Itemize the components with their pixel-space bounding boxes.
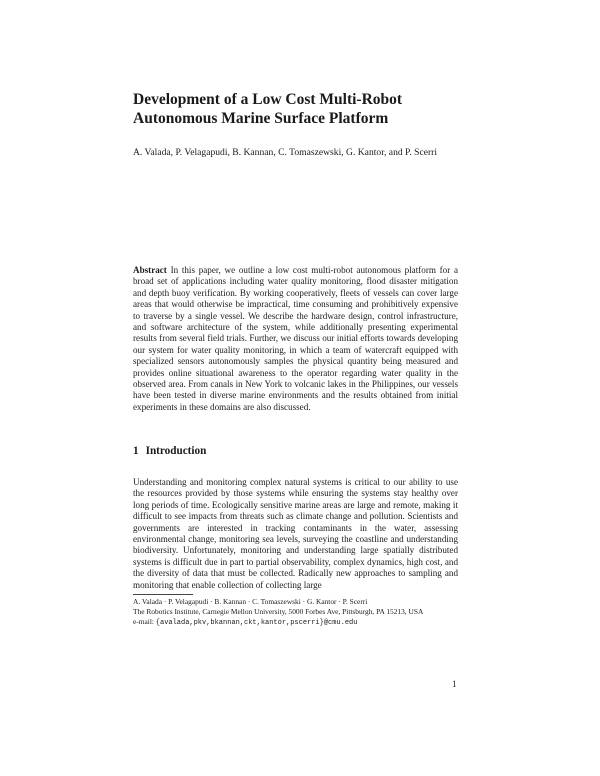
paper-title	[133, 90, 493, 128]
footnote-affiliation: The Robotics Institute, Carnegie Mellon University, 5000 Forbes Ave, Pittsburgh, PA 15213, USA	[133, 607, 424, 616]
abstract	[133, 265, 458, 413]
footnote-rule	[133, 594, 193, 595]
section-title: Introduction	[145, 445, 207, 457]
footnote-email-line	[133, 617, 463, 628]
section-heading-introduction	[133, 444, 206, 458]
abstract-text: In this paper, we outline a low cost multi-robot autonomous platform for a broad set of applications including water quality monitoring, flood disaster mitigation and depth buoy verification. By working cooperatively, fleets of vessels can cover large areas that would otherwise be impractical, time consuming and prohibitively expensive to traverse by a single vessel. We describe the hardware design, control infrastructure, and software architecture of the system, while additionally presenting experimental results from several field trials. Further, we discuss our initial efforts towards developing our system for water quality monitoring, in which a team of watercraft equipped with specialized sensors autonomously samples the physical quantity being measured and provides online situational awareness to the operator regarding water quality in the observed area. From canals in New York to volcanic lakes in the Philippines, our vessels have been tested in diverse marine environments and the results obtained from initial experiments in these domains are also discussed.	[133, 265, 458, 412]
footnote-authors: A. Valada · P. Velagapudi · B. Kannan · C. Tomaszewski · G. Kantor · P. Scerri	[133, 597, 368, 606]
footnote-email-label: e-mail:	[133, 617, 154, 626]
author-list: A. Valada, P. Velagapudi, B. Kannan, C. Tomaszewski, G. Kantor, and P. Scerri	[133, 147, 438, 158]
author-footnote	[133, 597, 463, 628]
introduction-paragraph: Understanding and monitoring complex natural systems is critical to our ability to use the resources provided by those systems while ensuring the systems stay healthy over long periods of time. Ecologically sensitive marine areas are large and remote, making it difficult to see impacts from threats such as climate change and pollution. Scientists and governments are interested in tracking contaminants in the water, assessing environmental change, monitoring sea levels, surveying the coastline and understanding biodiversity. Unfortunately, monitoring and understanding large spatially distributed systems is difficult due in part to partial observability, complex dynamics, high cost, and the diversity of data that must be collected. Radically new approaches to sampling and monitoring that enable collection of collecting large	[133, 477, 458, 590]
footnote-email: {avalada,pkv,bkannan,ckt,kantor,pscerri}@cmu.edu	[155, 619, 358, 627]
section-number: 1	[133, 445, 139, 457]
page-number: 1	[452, 679, 457, 689]
title-line-1: Development of a Low Cost Multi-Robot	[133, 91, 403, 108]
abstract-label: Abstract	[133, 265, 167, 275]
title-line-2: Autonomous Marine Surface Platform	[133, 110, 389, 127]
